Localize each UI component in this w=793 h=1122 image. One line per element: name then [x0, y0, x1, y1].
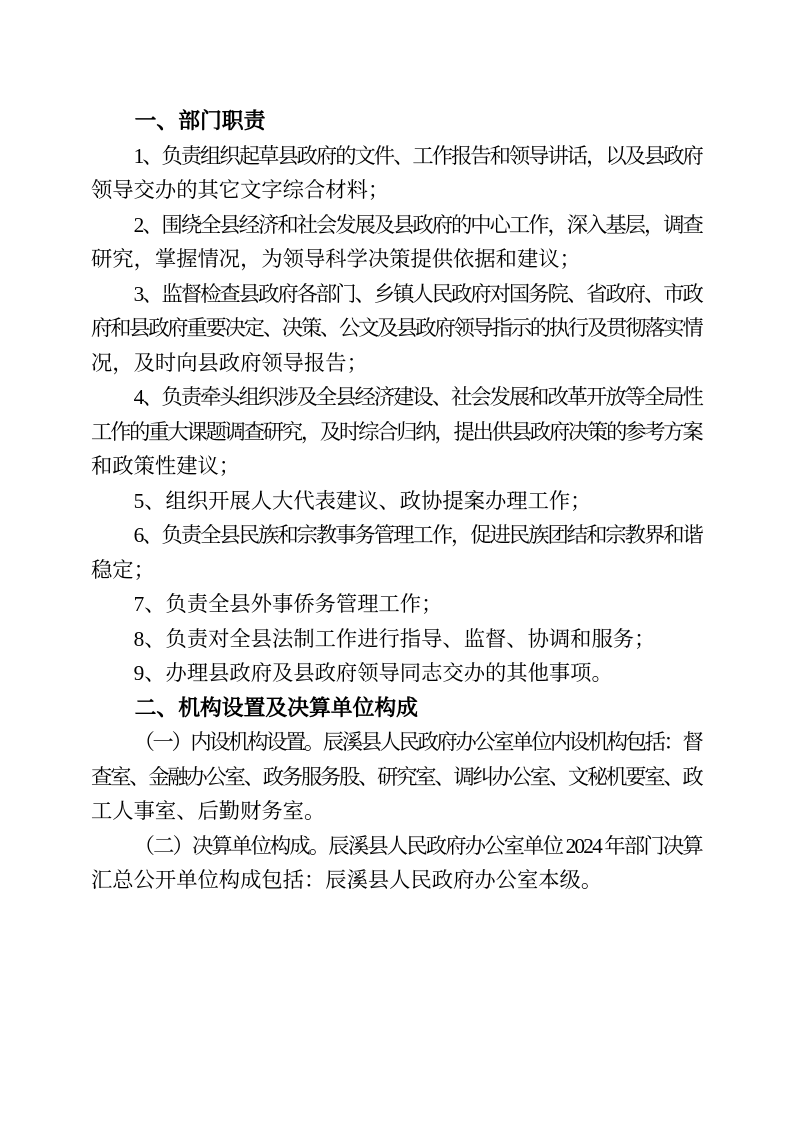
section-heading: 一、部门职责 [134, 108, 266, 133]
paragraph-line: （一）内设机构设置。辰溪县人民政府办公室单位内设机构包括：督 [133, 730, 702, 754]
paragraph [91, 484, 702, 519]
paragraph-line: 研究，掌握情况，为领导科学决策提供依据和建议； [91, 247, 581, 271]
paragraph [91, 380, 702, 484]
paragraph [91, 208, 702, 277]
paragraph-line: 8、负责对全县法制工作进行指导、监督、协调和服务； [133, 626, 656, 651]
paragraph-line: 5、组织开展人大代表建议、政协提案办理工作； [133, 488, 592, 513]
paragraph [91, 829, 702, 898]
paragraph [91, 518, 702, 587]
paragraph [91, 277, 702, 381]
paragraph-line: 工作的重大课题调查研究，及时综合归纳，提出供县政府决策的参考方案 [91, 419, 702, 444]
paragraph-line: 9、办理县政府及县政府领导同志交办的其他事项。 [133, 661, 613, 685]
paragraph-line: 2、围绕全县经济和社会发展及县政府的中心工作，深入基层，调查 [133, 212, 702, 237]
paragraph-line: 查室、金融办公室、政务服务股、研究室、调纠办公室、文秘机要室、政 [91, 764, 702, 789]
paragraph-line: 3、监督检查县政府各部门、乡镇人民政府对国务院、省政府、市政 [133, 281, 702, 306]
paragraph-line: 汇总公开单位构成包括：辰溪县人民政府办公室本级。 [91, 868, 603, 892]
paragraph-line: 府和县政府重要决定、决策、公文及县政府领导指示的执行及贯彻落实情 [91, 316, 702, 340]
paragraph [91, 622, 702, 657]
paragraph-line: 6、负责全县民族和宗教事务管理工作，促进民族团结和宗教界和谐 [133, 523, 702, 547]
paragraph-line: 7、负责全县外事侨务管理工作； [133, 592, 443, 616]
paragraph [91, 656, 702, 691]
paragraph-line: 况，及时向县政府领导报告； [91, 350, 368, 375]
paragraph-line: 领导交办的其它文字综合材料； [91, 178, 390, 202]
paragraph [91, 725, 702, 829]
paragraph-line: 和政策性建议； [91, 454, 241, 478]
paragraph-line: 工人事室、后勤财务室。 [91, 799, 326, 823]
paragraph-line: （二）决算单位构成。辰溪县人民政府办公室单位 2024 年部门决算 [133, 833, 702, 858]
paragraph-line: 1、负责组织起草县政府的文件、工作报告和领导讲话，以及县政府 [133, 143, 702, 168]
paragraph [91, 587, 702, 622]
paragraph-line: 4、负责牵头组织涉及全县经济建设、社会发展和改革开放等全局性 [133, 385, 702, 409]
document-content [91, 104, 702, 898]
section-heading: 二、机构设置及决算单位构成 [134, 694, 418, 720]
paragraph-line: 稳定； [91, 557, 155, 582]
paragraph [91, 139, 702, 208]
